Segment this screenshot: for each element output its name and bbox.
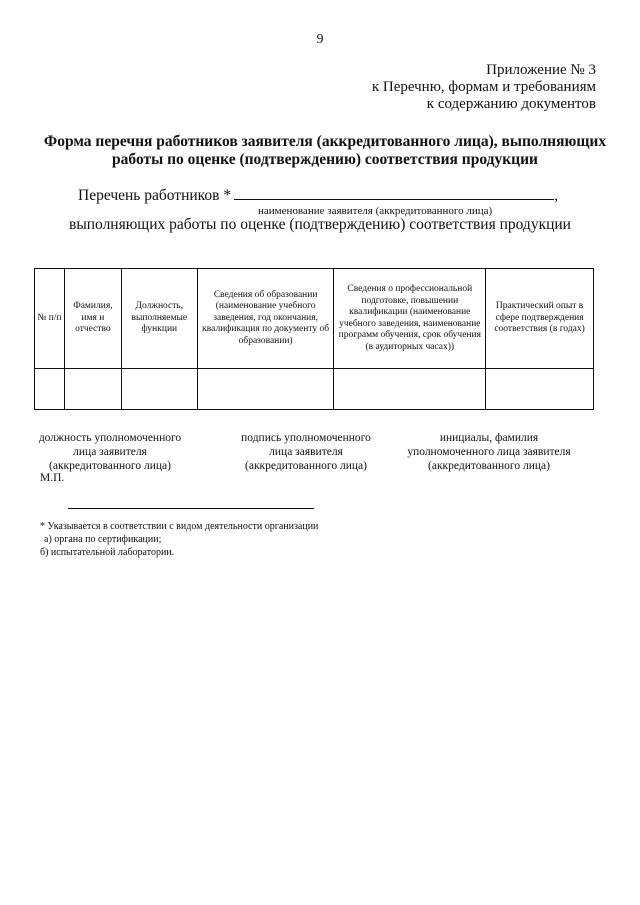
signature-sign-caption: [226, 431, 386, 473]
footnote-line: б) испытательной лаборатории.: [40, 547, 175, 558]
table-cell: [64, 369, 121, 410]
footnote-separator: [68, 508, 314, 509]
header-number: № п/п: [35, 269, 65, 369]
appendix-line: Приложение № 3: [486, 62, 596, 78]
title-line: работы по оценке (подтверждению) соответствия продукции: [112, 151, 538, 168]
employees-table: [34, 268, 594, 410]
table-cell: [121, 369, 197, 410]
header-experience: Практический опыт в сфере подтверждения соответствия (в годах): [486, 269, 594, 369]
caption-line: лица заявителя: [269, 446, 343, 458]
caption-line: (аккредитованного лица): [49, 460, 171, 472]
applicant-name-blank: [234, 185, 554, 200]
appendix-line: к содержанию документов: [426, 96, 596, 112]
applicant-name-caption: наименование заявителя (аккредитованного лица): [258, 205, 493, 217]
caption-line: лица заявителя: [73, 446, 147, 458]
page-number: 9: [316, 32, 324, 47]
appendix-header: [372, 62, 596, 113]
stamp-place-label: М.П.: [40, 472, 65, 484]
signature-name-caption: [396, 431, 582, 473]
footnote-line: а) органа по сертификации;: [44, 534, 162, 545]
table-row: [35, 369, 594, 410]
header-full-name: Фамилия, имя и отчество: [64, 269, 121, 369]
table-cell: [486, 369, 594, 410]
list-suffix: ,: [554, 187, 558, 204]
title-line: Форма перечня работников заявителя (аккредитованного лица), выполняющих: [43, 133, 607, 150]
list-continuation: выполняющих работы по оценке (подтверждению) соответствия продукции: [69, 216, 571, 233]
footnote-line: * Указывается в соответствии с видом деятельности организации: [40, 521, 319, 532]
caption-line: уполномоченного лица заявителя: [407, 446, 571, 458]
header-education: Сведения об образовании (наименование учебного заведения, год окончания, квалификация по документу об образовании): [197, 269, 334, 369]
form-title: [30, 133, 620, 169]
caption-line: (аккредитованного лица): [428, 460, 550, 472]
caption-line: инициалы, фамилия: [439, 432, 539, 444]
table-header-row: [35, 269, 594, 369]
appendix-line: к Перечню, формам и требованиям: [371, 79, 596, 95]
table-cell: [334, 369, 486, 410]
caption-line: подпись уполномоченного: [241, 432, 371, 444]
header-training: Сведения о профессиональной подготовке, повышении квалификации (наименование учебного заведения, наименование программ обучения, срок обучения (в аудиторных часах)): [334, 269, 486, 369]
signature-position-caption: [30, 431, 190, 473]
footnote: [40, 520, 318, 559]
table-cell: [35, 369, 65, 410]
list-heading: [78, 185, 558, 205]
caption-line: должность уполномоченного: [38, 432, 182, 444]
list-prefix: Перечень работников *: [78, 187, 232, 204]
table-cell: [197, 369, 334, 410]
header-position: Должность, выполняемые функции: [121, 269, 197, 369]
caption-line: (аккредитованного лица): [245, 460, 367, 472]
